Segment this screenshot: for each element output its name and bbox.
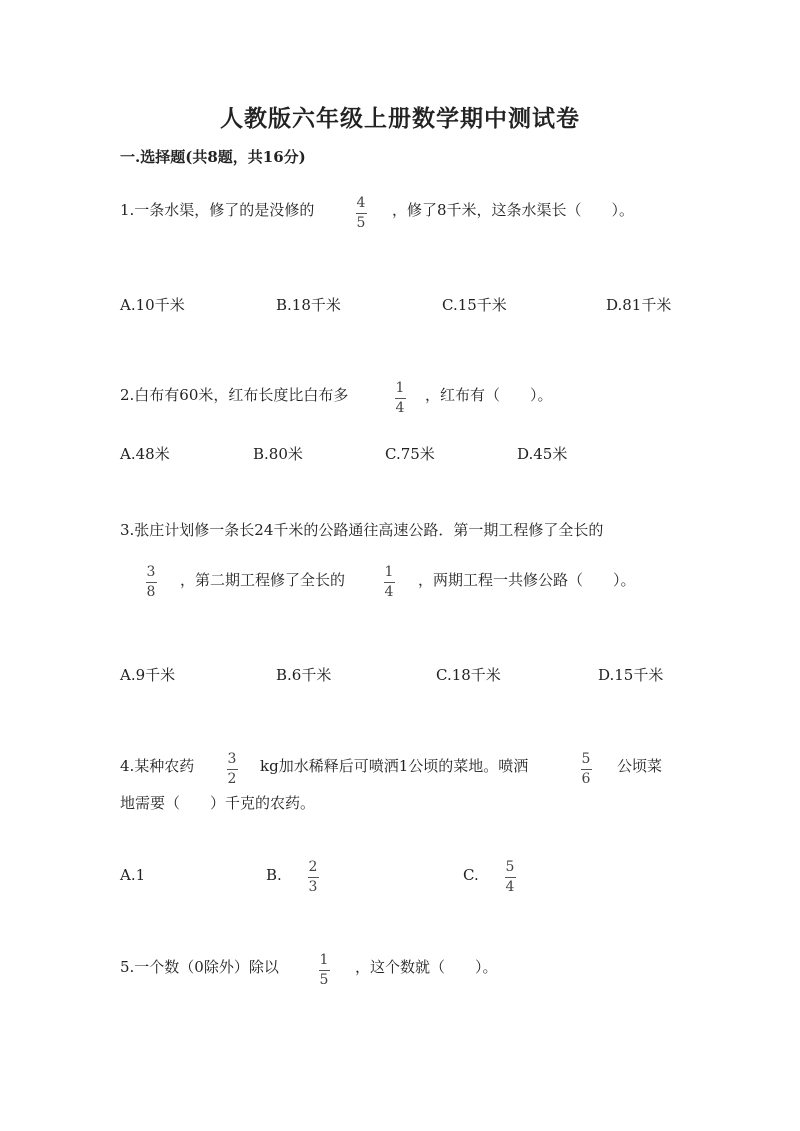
q3-option-d: D.15千米: [598, 666, 664, 684]
q4-line-2: 地需要（ ）千克的农药。: [120, 794, 316, 812]
q3-option-c: C.18千米: [436, 666, 501, 684]
q1-option-a: A.10千米: [120, 296, 185, 314]
q4-option-b-numerator: 2: [308, 859, 318, 875]
q1-fraction-bar: [356, 213, 367, 214]
q5-text-start: 5.一个数（0除外）除以: [120, 958, 279, 976]
q4-option-c-denominator: 4: [505, 879, 515, 895]
q4-fraction-2-numerator: 5: [581, 751, 591, 767]
q4-option-a: A.1: [120, 866, 146, 884]
q4-option-c-fraction: [502, 860, 518, 895]
q5-fraction-bar: [319, 970, 330, 971]
q4-option-c: C.: [463, 866, 479, 884]
q1-option-d: D.81千米: [606, 296, 672, 314]
q3-fraction-2: [381, 565, 397, 600]
q2-text-start: 2.白布有60米，红布长度比白布多: [120, 386, 349, 404]
q3-fraction-1-numerator: 3: [146, 564, 156, 580]
q2-option-d: D.45米: [517, 445, 568, 463]
q1-fraction: [353, 196, 369, 231]
q4-text-end: 公顷菜: [617, 757, 663, 775]
q1-text-start: 1.一条水渠，修了的是没修的: [120, 201, 315, 219]
q4-option-b-denominator: 3: [308, 879, 318, 895]
page-title: 人教版六年级上册数学期中测试卷: [220, 105, 580, 132]
q4-option-b: B.: [266, 866, 282, 884]
q2-fraction-bar: [395, 398, 406, 399]
q4-fraction-1-denominator: 2: [227, 771, 237, 787]
q2-option-c: C.75米: [385, 445, 435, 463]
q3-text-end: ，两期工程一共修公路（ ）。: [418, 571, 636, 589]
q4-option-b-bar: [308, 877, 319, 878]
q4-fraction-2-denominator: 6: [581, 771, 591, 787]
q4-fraction-1-numerator: 3: [227, 751, 237, 767]
q3-option-a: A.9千米: [120, 666, 176, 684]
q4-text-middle: kg加水稀释后可喷洒1公顷的菜地。喷洒: [260, 757, 529, 775]
q3-fraction-2-denominator: 4: [384, 584, 394, 600]
q2-fraction-numerator: 1: [395, 380, 405, 396]
q1-text-end: ，修了8千米，这条水渠长（ ）。: [392, 201, 635, 219]
q5-fraction: [316, 953, 332, 988]
q4-fraction-2-bar: [581, 769, 592, 770]
q3-option-b: B.6千米: [276, 666, 332, 684]
q2-fraction-denominator: 4: [395, 400, 405, 416]
q5-fraction-numerator: 1: [319, 952, 329, 968]
q3-text-middle: ，第二期工程修了全长的: [180, 571, 346, 589]
q4-option-c-numerator: 5: [505, 859, 515, 875]
section-heading: 一.选择题(共8题，共16分): [120, 148, 306, 166]
q4-text-start: 4.某种农药: [120, 757, 195, 775]
q2-option-a: A.48米: [120, 445, 170, 463]
q1-fraction-denominator: 5: [356, 215, 366, 231]
q3-fraction-2-bar: [384, 582, 395, 583]
q4-option-c-bar: [505, 877, 516, 878]
q1-option-b: B.18千米: [276, 296, 341, 314]
q3-fraction-1: [143, 565, 159, 600]
q3-line-1: 3.张庄计划修一条长24千米的公路通往高速公路．第一期工程修了全长的: [120, 521, 604, 539]
q4-option-b-fraction: [305, 860, 321, 895]
q5-text-end: ，这个数就（ ）。: [355, 958, 498, 976]
q2-option-b: B.80米: [253, 445, 303, 463]
q1-fraction-numerator: 4: [356, 195, 366, 211]
q5-fraction-denominator: 5: [319, 972, 329, 988]
q4-fraction-2: [578, 752, 594, 787]
q2-fraction: [392, 381, 408, 416]
q1-option-c: C.15千米: [442, 296, 507, 314]
q3-fraction-1-denominator: 8: [146, 584, 156, 600]
q3-fraction-1-bar: [146, 582, 157, 583]
q2-text-end: ，红布有（ ）。: [425, 386, 553, 404]
q4-fraction-1: [224, 752, 240, 787]
q3-fraction-2-numerator: 1: [384, 564, 394, 580]
q4-fraction-1-bar: [227, 769, 238, 770]
